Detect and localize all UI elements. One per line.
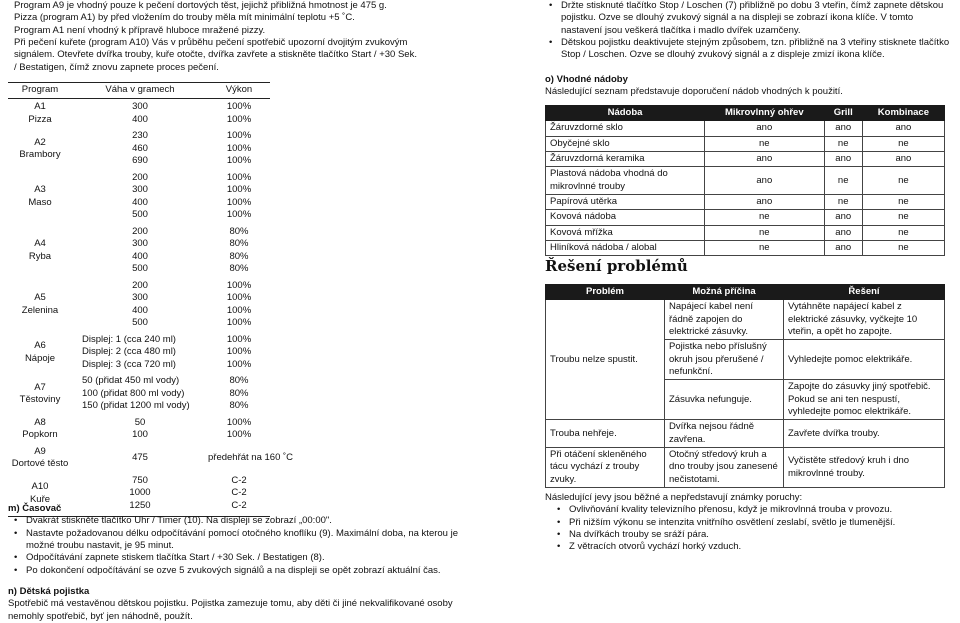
list-item: • Držte stisknuté tlačítko Stop / Loschen (7) přibližně po dobu 3 vteřin, čímž zapnete dětskou pojistku. Ozve se dlouhý zvukový signál a na displeji se zobrazí ikona klíče. V tomto nastavení jsou veškerá tlačítka i madlo dvířek uzamčeny. [561,0,953,37]
troubleshooting-title: Řešení problémů [545,257,688,275]
section-child-lock-text: Spotřebič má vestavěnou dětskou pojistku. Pojistka zamezuje tomu, aby děti či jiné nekvalifikované osoby nemohly spotřebič, byť jen náhodně, použít. [8,598,453,622]
table-row [546,167,945,195]
vessel-suitability: ne [862,225,944,240]
program-weights [72,375,208,413]
section-vessels-title: o) Vhodné nádoby [545,74,628,85]
program-row [8,128,270,170]
solution-cell: Vyčistěte středový kruh i dno mikrovlnné trouby. [784,448,945,488]
weight-value: 1250 [129,499,151,511]
weight-value: Displej: 3 (cca 720 ml) [82,358,176,370]
vessel-suitability: ano [705,152,825,167]
program-name-line: Brambory [19,149,61,161]
program-name [8,292,72,317]
program-name-line: Zelenina [21,304,59,316]
list-item: • Při nižším výkonu se intenzita vnitřního osvětlení zeslabí, světlo je tlumenější. [569,517,953,529]
normal-phenomena [545,492,953,554]
header-power: Výkon [225,84,253,95]
list-item: • Po dokončení odpočítávání se ozve 5 zvukových signálů a na displeji se opět zobrazí aktuální čas. [26,565,460,577]
table-row [546,420,945,448]
vessel-suitability: ne [862,241,944,256]
power-value: 100% [226,279,252,291]
power-value: 80% [229,387,249,399]
program-weights [72,452,208,465]
table-row [546,225,945,240]
note-line: Při pečení kuřete (program A10) Vás v průběhu pečení spotřebič upozorní dvojitým zvukovým [14,37,408,49]
program-name-line: A3 [34,184,46,196]
power-value: 100% [226,209,252,221]
weight-value: 400 [132,113,148,125]
power-value: 100% [226,346,252,358]
vessel-suitability: ano [862,121,944,136]
vessel-suitability: ne [862,195,944,210]
vessel-table [545,105,945,256]
power-value: 80% [229,250,249,262]
weight-value: 460 [132,142,148,154]
header-grill: Grill [824,106,862,121]
program-row [8,99,270,128]
weight-value: 100 (přidat 800 ml vody) [82,387,185,399]
program-weights [72,130,208,168]
program-row [8,278,270,332]
weight-value: 50 [134,416,146,428]
program-table-body [8,99,294,514]
program-weights [72,280,208,330]
list-item: • Na dvířkách trouby se sráží pára. [569,529,953,541]
program-name-line: Nápoje [24,352,56,364]
vessel-suitability: ne [705,136,825,151]
vessel-name: Žáruvzdorné sklo [546,121,705,136]
power-value: 80% [229,238,249,250]
power-value: 100% [226,196,252,208]
vessel-suitability: ne [862,167,944,195]
right-column [545,0,953,553]
problem-cell: Při otáčení skleněného tácu vychází z trouby zvuky. [546,448,665,488]
program-name-line: Maso [28,196,52,208]
note-line: / Bestatigen, čímž znovu zapnete proces pečení. [14,61,219,73]
power-value: 100% [226,184,252,196]
program-name [8,238,72,263]
program-name [8,101,72,126]
weight-value: Displej: 2 (cca 480 ml) [82,346,176,358]
weight-value: 400 [132,196,148,208]
program-name-line: Pizza [28,113,52,125]
program-row [8,444,294,473]
section-timer [8,503,460,577]
table-row [546,152,945,167]
list-item: • Nastavte požadovanou délku odpočítávání pomocí otočného knoflíku (9). Maximální doba, na kterou je možné troubu nastavit, je 95 minut. [26,528,460,553]
program-name-line: Popkorn [22,429,58,441]
power-value: 100% [226,358,252,370]
power-value: 80% [229,225,249,237]
header-combination: Kombinace [862,106,944,121]
weight-value: 400 [132,304,148,316]
program-name [8,184,72,209]
program-row [8,170,270,224]
solution-cell: Vyhledejte pomoc elektrikáře. [784,340,945,380]
power-value: 100% [226,142,252,154]
weight-value: 300 [132,184,148,196]
vessel-name: Obyčejné sklo [546,136,705,151]
program-weights [72,226,208,276]
power-value: 100% [226,317,252,329]
program-powers [208,452,294,465]
vessel-name: Plastová nádoba vhodná do mikrovlnné trouby [546,167,705,195]
program-name [8,137,72,162]
program-row [8,373,270,415]
program-notes [8,0,460,74]
child-lock-steps [545,0,953,62]
weight-value: 475 [132,452,148,464]
table-row [546,241,945,256]
power-value: 100% [226,171,252,183]
program-name-line: A7 [34,381,46,393]
program-name [8,417,72,442]
list-item: • Dvakrát stiskněte tlačítko Uhr / Timer (10). Na displeji se zobrazí „00:00". [26,515,460,527]
cause-cell: Zásuvka nefunguje. [665,380,784,420]
section-child-lock [8,586,460,623]
vessel-suitability: ano [824,241,862,256]
header-solution: Řešení [784,285,945,300]
solution-cell: Zapojte do zásuvky jiný spotřebič. Pokud se ani ten nespustí, vyhledejte pomoc elektrikáře. [784,380,945,420]
list-item: • Dětskou pojistku deaktivujete stejným způsobem, tzn. přibližně na 3 vteřiny stisknete tlačítko Stop / Loschen. Ozve se dlouhý zvukový signál a z displeje zmizí ikona klíče. [561,37,953,62]
cause-cell: Otočný středový kruh a dno trouby jsou zanesené nečistotami. [665,448,784,488]
vessel-suitability: ano [824,152,862,167]
program-weights [72,172,208,222]
vessel-name: Kovová mřížka [546,225,705,240]
section-vessels [545,74,843,99]
power-value: C-2 [231,487,247,499]
vessel-suitability: ne [862,210,944,225]
weight-value: 750 [132,474,148,486]
left-column [8,0,460,622]
program-name-line: A8 [34,416,46,428]
vessel-suitability: ano [862,152,944,167]
normal-phenomena-list [545,504,953,553]
section-vessels-text: Následující seznam představuje doporučení nádob vhodných k použití. [545,86,843,98]
timer-steps [8,515,460,577]
program-name-line: Kuře [29,493,51,505]
troubleshooting-header [546,285,945,300]
vessel-suitability: ne [705,225,825,240]
program-name [8,446,72,471]
vessel-table-body [546,121,945,256]
program-name [8,340,72,365]
program-powers [208,375,270,413]
program-powers [208,172,270,222]
power-value: 100% [226,429,252,441]
program-name-line: A4 [34,238,46,250]
weight-value: 50 (přidat 450 ml vody) [82,375,180,387]
vessel-suitability: ne [862,136,944,151]
program-name-line: A1 [34,101,46,113]
table-row [546,300,945,340]
program-name-line: Ryba [28,250,52,262]
weight-value: 500 [132,209,148,221]
header-program: Program [21,84,59,95]
weight-value: 1000 [129,487,151,499]
weight-value: 300 [132,292,148,304]
program-powers [208,130,270,168]
power-value: 80% [229,263,249,275]
vessel-name: Kovová nádoba [546,210,705,225]
vessel-suitability: ano [824,210,862,225]
table-row [546,210,945,225]
program-name-line: A9 [34,445,46,457]
program-row [8,415,270,444]
vessel-name: Hliníková nádoba / alobal [546,241,705,256]
power-value: 100% [226,113,252,125]
program-table-header [8,82,270,99]
troubleshooting-table [545,284,945,488]
normal-phenomena-intro: Následující jevy jsou běžné a nepředstavují známky poruchy: [545,492,803,503]
weight-value: 100 [132,429,148,441]
program-powers [208,280,270,330]
list-item: • Odpočítávání zapnete stiskem tlačítka Start / +30 Sek. / Bestatigen (8). [26,552,460,564]
vessel-suitability: ne [705,210,825,225]
note-line: Pizza (program A1) by před vložením do trouby měla mít minimální teplotu +5 ˚C. [14,12,355,24]
weight-value: 230 [132,130,148,142]
note-line: signálem. Otevřete dvířka trouby, kuře otočte, dvířka zavřete a stiskněte tlačítko Start / +30 Sek. [14,49,417,61]
vessel-suitability: ano [824,121,862,136]
table-row [546,195,945,210]
weight-value: 300 [132,238,148,250]
program-name-line: A5 [34,292,46,304]
power-value: 100% [226,292,252,304]
vessel-name: Žáruvzdorná keramika [546,152,705,167]
cause-cell: Dvířka nejsou řádně zavřena. [665,420,784,448]
power-value: C-2 [231,474,247,486]
solution-cell: Zavřete dvířka trouby. [784,420,945,448]
program-weights [72,334,208,372]
power-value: C-2 [231,499,247,511]
solution-cell: Vytáhněte napájecí kabel z elektrické zásuvky, vyčkejte 10 vteřin, a opět ho zapojte. [784,300,945,340]
vessel-suitability: ano [705,167,825,195]
program-powers [208,226,270,276]
weight-value: 500 [132,317,148,329]
weight-value: Displej: 1 (cca 240 ml) [82,333,176,345]
list-item: • Z větracích otvorů vychází horký vzduch. [569,541,953,553]
troubleshooting-body [546,300,945,488]
program-row [8,224,270,278]
vessel-name: Papírová utěrka [546,195,705,210]
program-weights [72,101,208,126]
header-cause: Možná příčina [665,285,784,300]
cause-cell: Napájecí kabel není řádně zapojen do elektrické zásuvky. [665,300,784,340]
problem-cell: Trouba nehřeje. [546,420,665,448]
power-value: 100% [226,333,252,345]
header-microwave: Mikrovlnný ohřev [705,106,825,121]
weight-value: 300 [132,101,148,113]
vessel-suitability: ne [824,167,862,195]
weight-value: 690 [132,155,148,167]
header-weight: Váha v gramech [105,84,175,95]
program-powers [208,101,270,126]
program-row [8,332,270,374]
weight-value: 500 [132,263,148,275]
power-value: 100% [226,416,252,428]
weight-value: 200 [132,171,148,183]
list-item: • Ovlivňování kvality televizního přenosu, když je mikrovlnná trouba v provozu. [569,504,953,516]
program-table [8,82,294,517]
program-name-line: A2 [34,136,46,148]
header-problem: Problém [546,285,665,300]
vessel-suitability: ano [705,121,825,136]
vessel-suitability: ano [705,195,825,210]
program-weights [72,417,208,442]
power-value: 100% [226,155,252,167]
program-powers [208,334,270,372]
cause-cell: Pojistka nebo příslušný okruh jsou přerušené / nefunkční. [665,340,784,380]
power-value: předehřát na 160 ˚C [208,452,294,464]
note-line: Program A1 není vhodný k přípravě hluboce mražené pizzy. [14,24,266,36]
weight-value: 400 [132,250,148,262]
vessel-suitability: ano [824,225,862,240]
weight-value: 200 [132,225,148,237]
power-value: 80% [229,400,249,412]
program-name-line: Dortové těsto [11,458,69,470]
weight-value: 150 (přidat 1200 ml vody) [82,400,190,412]
program-powers [208,417,270,442]
program-name [8,382,72,407]
table-row [546,121,945,136]
table-row [546,448,945,488]
program-name-line: A10 [31,481,49,493]
note-line: Program A9 je vhodný pouze k pečení dortových těst, jejichž přibližná hmotnost je 475 g. [14,0,387,11]
header-vessel: Nádoba [546,106,705,121]
vessel-suitability: ne [705,241,825,256]
vessel-suitability: ne [824,136,862,151]
table-row [546,136,945,151]
section-timer-title: m) Časovač [8,503,62,514]
program-name-line: A6 [34,340,46,352]
power-value: 100% [226,304,252,316]
power-value: 80% [229,375,249,387]
vessel-table-header [546,106,945,121]
program-name-line: Těstoviny [19,394,61,406]
weight-value: 200 [132,279,148,291]
power-value: 100% [226,101,252,113]
problem-cell: Troubu nelze spustit. [546,300,665,420]
power-value: 100% [226,130,252,142]
section-child-lock-title: n) Dětská pojistka [8,586,90,597]
vessel-suitability: ne [824,195,862,210]
